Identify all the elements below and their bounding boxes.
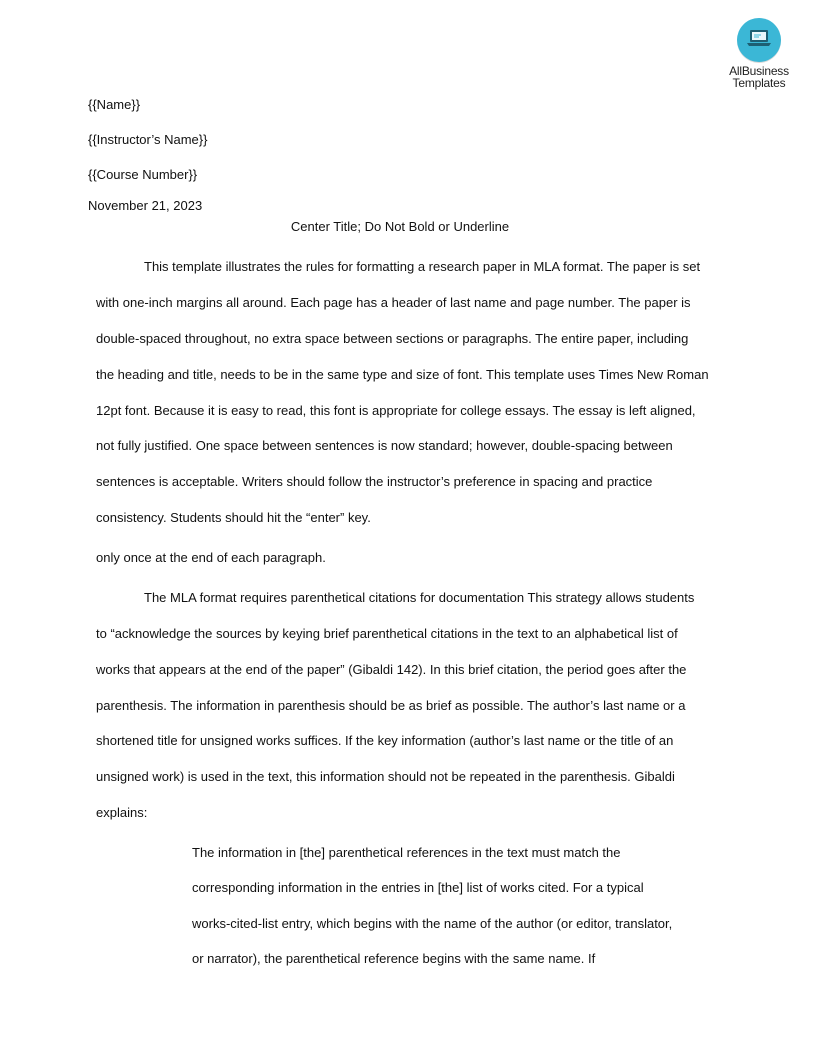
heading-name: {{Name}}: [88, 97, 141, 112]
paragraph1-line: the heading and title, needs to be in the same type and size of font. This template uses Times New Roman: [96, 367, 709, 382]
block-quote-line: works-cited-list entry, which begins with the name of the author (or editor, translator,: [192, 916, 673, 931]
paragraph2-line: shortened title for unsigned works suffices. If the key information (author’s last name or the title of an: [96, 733, 674, 748]
block-quote-line: corresponding information in the entries in [the] list of works cited. For a typical: [192, 880, 644, 895]
paragraph2-line: works that appears at the end of the paper” (Gibaldi 142). In this brief citation, the period goes after the: [96, 662, 687, 677]
paragraph2-line: to “acknowledge the sources by keying brief parenthetical citations in the text to an alphabetical list of: [96, 626, 678, 641]
paragraph1-line: double-spaced throughout, no extra space between sections or paragraphs. The entire paper, including: [96, 331, 689, 346]
paragraph1-line: sentences is acceptable. Writers should follow the instructor’s preference in spacing and practice: [96, 474, 653, 489]
logo-text-line2: Templates: [732, 76, 786, 90]
logo-text-line1: AllBusiness: [729, 64, 789, 78]
heading-instructor: {{Instructor’s Name}}: [88, 132, 208, 147]
heading-course: {{Course Number}}: [88, 167, 198, 182]
paper-title: Center Title; Do Not Bold or Underline: [290, 219, 510, 234]
paragraph2-line: explains:: [96, 805, 148, 820]
paragraph2-line: The MLA format requires parenthetical citations for documentation This strategy allows students: [144, 590, 695, 605]
heading-date: November 21, 2023: [88, 198, 203, 213]
paragraph1-line: consistency. Students should hit the “enter” key.: [96, 510, 371, 525]
paragraph2-line: parenthesis. The information in parenthesis should be as brief as possible. The author’s last name or a: [96, 698, 686, 713]
allbusiness-templates-logo[interactable]: [722, 18, 796, 89]
laptop-icon: [737, 18, 781, 62]
paragraph1-line: only once at the end of each paragraph.: [96, 550, 326, 565]
block-quote-line: The information in [the] parenthetical references in the text must match the: [192, 845, 621, 860]
paragraph1-line: with one-inch margins all around. Each page has a header of last name and page number. The paper is: [96, 295, 691, 310]
paragraph1-line: This template illustrates the rules for formatting a research paper in MLA format. The paper is set: [144, 259, 701, 274]
paragraph1-line: not fully justified. One space between sentences is now standard; however, double-spacing between: [96, 438, 673, 453]
paragraph2-line: unsigned work) is used in the text, this information should not be repeated in the parenthesis. Gibaldi: [96, 769, 675, 784]
paragraph1-line: 12pt font. Because it is easy to read, this font is appropriate for college essays. The essay is left aligned,: [96, 403, 696, 418]
block-quote-line: or narrator), the parenthetical reference begins with the same name. If: [192, 951, 596, 966]
